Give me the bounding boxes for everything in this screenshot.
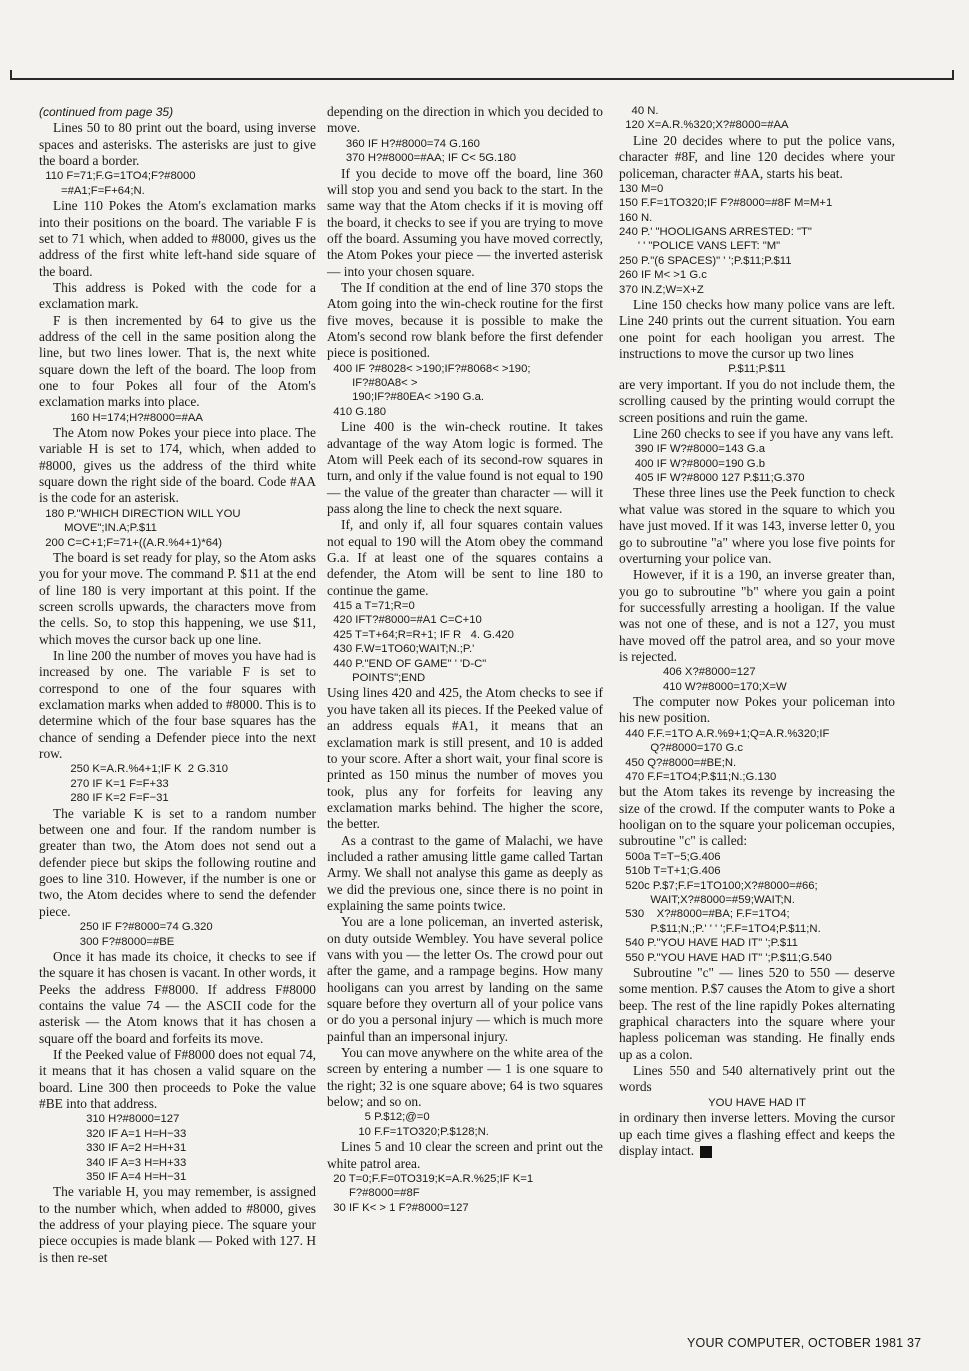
paragraph: If the Peeked value of F#8000 does not equal 74, it means that it has chosen a valid square on the board. Line 300 then proceeds to Poke the value #BE into that address. xyxy=(39,1046,316,1111)
code-block: 500a T=T−5;G.406 510b T=T+1;G.406 520c P.$7;F.F=1TO100;X?#8000=#66; WAIT;X?#8000=#59;WAIT;N. 530 X?#8000=#BA; F.F=1TO4; P.$11;N.;P.' ' ' ';F.F=1TO4;P.$11;N. 540 P."YOU HAVE HAD IT" ';P.$11 550 P."YOU HAVE HAD IT" ';P.$11;G.540 xyxy=(625,850,832,964)
code-block: 40 N. 120 X=A.R.%320;X?#8000=#AA xyxy=(625,105,789,132)
code-block: P.$11;P.$11 xyxy=(728,363,786,376)
paragraph: Once it has made its choice, it checks to see if the square it has chosen is vacant. In other words, it Peeks the address F#8000. If address F#8000 contains the value 74 — the ASCII code for the asterisk — the Atom knows that it has chosen a square off the board and forfeits its move. xyxy=(39,948,316,1046)
paragraph: The variable K is set to a random number between one and four. If the random number is greater than two, the Atom does not send out a defender piece but skips the following routine and goes to line 310. However, if the number is one or two, the Atom decides where to send the defender piece. xyxy=(39,805,316,919)
paragraph: Lines 50 to 80 print out the board, using inverse spaces and asterisks. The asterisks are just to give the board a border. xyxy=(39,120,316,169)
code-block: 310 H?#8000=127 320 IF A=1 H=H−33 330 IF A=2 H=H+31 340 IF A=3 H=H+33 350 IF A=4 H=H−31 xyxy=(86,1113,187,1183)
paragraph: Using lines 420 and 425, the Atom checks to see if you have taken all its pieces. If the Peeked value of an address equals #A1, it means that an exclamation mark is still present, and 10 is added to your score. After a short wait, your final score is printed as 150 minus the number of moves you took, plus any for forfeits for leaving any exclamation marks behind. The higher the score, the better. xyxy=(327,685,603,832)
code-block: 440 F.F.=1TO A.R.%9+1;Q=A.R.%320;IF Q?#8000=170 G.c 450 Q?#8000=#BE;N. 470 F.F=1TO4;P.$11;N.;G.130 xyxy=(625,727,830,783)
code-block: 360 IF H?#8000=74 G.160 370 H?#8000=#AA; IF C< 5G.180 xyxy=(345,137,517,165)
paragraph: This address is Poked with the code for a exclamation mark. xyxy=(39,279,316,312)
page-footer: YOUR COMPUTER, OCTOBER 1981 37 xyxy=(687,1336,922,1350)
paragraph: As a contrast to the game of Malachi, we have included a rather amusing little game called Tartan Army. We shall not analyse this game as deeply as we did the previous one, since there is no point in explaining the same points twice. xyxy=(327,832,603,913)
code-block: 390 IF W?#8000=143 G.a 400 IF W?#8000=190 G.b 405 IF W?#8000 127 P.$11;G.370 xyxy=(634,443,805,485)
paragraph: Line 20 decides where to put the police vans, character #8F, and line 120 decides where your policeman, character #AA, starts his beat. xyxy=(619,132,895,181)
paragraph: You can move anywhere on the white area of the screen by entering a number — 1 is one square to the right; 32 is one square above; 64 is two squares below; and so on. xyxy=(327,1045,603,1110)
paragraph: The computer now Pokes your policeman into his new position. xyxy=(619,694,895,726)
code-block: 160 H=174;H?#8000=#AA xyxy=(39,411,203,424)
paragraph: However, if it is a 190, an inverse greater than, you go to subroutine "b" where you gain a point for successfully arresting a hooligan. If the value was not one of these, and is not a 127, you must have moved off the patrol area, and so your move is rejected. xyxy=(619,567,895,664)
continued-note: (continued from page 35) xyxy=(39,105,174,119)
paragraph: Line 110 Pokes the Atom's exclamation marks into their positions on the board. The variable F is set to 71 which, when added to #8000, gives us the address of the first white left-hand side square of the board. xyxy=(39,198,316,279)
paragraph: Subroutine "c" — lines 520 to 550 — deserve some mention. P.$7 causes the Atom to give a short beep. The rest of the line rapidly Pokes alternating graphical characters into the square where your hapless policeman was standing. He finally ends up as a colon. xyxy=(619,965,895,1062)
column-3 xyxy=(619,104,895,1159)
paragraph-final xyxy=(619,1110,895,1159)
paragraph: The Atom now Pokes your piece into place. The variable H is set to 174, which, when added to #8000, gives us the address of the third white square down the right side of the board. Code #AA is the code for an asterisk. xyxy=(39,425,316,506)
paragraph: Line 400 is the win-check routine. It takes advantage of the way Atom logic is formed. The Atom will Peek each of its second-row squares in turn, and only if the value found is not equal to 190 — the value of the greater than character — will it pass along the line to check the next square. xyxy=(327,419,603,516)
paragraph: are very important. If you do not include them, the scrolling caused by the printing would corrupt the screen positions and ruin the game. xyxy=(619,376,895,425)
top-rule-right-tick xyxy=(952,70,954,80)
paragraph: depending on the direction in which you decided to move. xyxy=(327,104,603,136)
code-block: 400 IF ?#8028< >190;IF?#8068< >190; IF?#80A8< > 190;IF?#80EA< >190 G.a. 410 G.180 xyxy=(333,362,531,418)
paragraph: The If condition at the end of line 370 stops the Atom going into the win-check routine for the first five moves, because it is possible to make the Atom's second row blank before the first defender piece is positioned. xyxy=(327,279,603,361)
paragraph: The variable H, you may remember, is assigned to the number which, when added to #8000, gives the address of your playing piece. The square your piece occupies is made blank — Poked with 127. H is then re-set xyxy=(39,1184,316,1265)
top-rule xyxy=(10,78,954,80)
paragraph: If you decide to move off the board, line 360 will stop you and send you back to the start. In the same way that the Atom checks if it is moving off the board, it checks to see if you are trying to move off the board. Assuming you have moved correctly, the Atom Pokes your piece — the inverted asterisk — into your chosen square. xyxy=(327,165,603,279)
paragraph: Line 260 checks to see if you have any vans left. xyxy=(633,425,894,441)
column-1 xyxy=(39,104,316,1266)
code-block: 20 T=0;F.F=0TO319;K=A.R.%25;IF K=1 F?#8000=#8F 30 IF K< > 1 F?#8000=127 xyxy=(333,1172,534,1214)
code-block: 5 P.$12;@=0 10 F.F=1TO320;P.$128;N. xyxy=(358,1111,489,1138)
code-block: 180 P."WHICH DIRECTION WILL YOU MOVE";IN.A;P.$11 200 C=C+1;F=71+((A.R.%4+1)*64) xyxy=(45,507,241,549)
paragraph: F is then incremented by 64 to give us the address of the cell in the same position along the line, but two lines lower. That is, the next white square down the left of the board. The loop from one to four Pokes all four of the Atom's exclamation marks into place. xyxy=(39,312,316,410)
code-block: 406 X?#8000=127 410 W?#8000=170;X=W xyxy=(662,666,787,693)
paragraph: Lines 550 and 540 alternatively print out the words xyxy=(619,1063,895,1095)
code-block: 250 K=A.R.%4+1;IF K 2 G.310 270 IF K=1 F=F+33 280 IF K=2 F=F−31 xyxy=(70,763,229,805)
paragraph: Lines 5 and 10 clear the screen and print out the white patrol area. xyxy=(327,1139,603,1171)
paragraph: but the Atom takes its revenge by increasing the size of the crowd. If the computer wants to Poke a hooligan on to the square your policeman occupies, subroutine "c" is called: xyxy=(619,784,895,849)
paragraph: In line 200 the number of moves you have had is increased by one. The variable F is set to correspond to one of the four squares with exclamation marks when added to #8000. This is to determine which of the four base squares has the chance of sending a Defender piece into the next row. xyxy=(39,648,316,762)
paragraph: The board is set ready for play, so the Atom asks you for your move. The command P. $11 at the end of line 180 is very important at this point. If the screen scrolls upwards, the characters move from the cells. So, to stop this happening, we use $11, which moves the cursor back up one line. xyxy=(39,550,316,647)
paragraph: If, and only if, all four squares contain values not equal to 190 will the Atom obey the command G.a. If at least one of the squares contains a defender, the Atom will be sent to line 180 to continue the game. xyxy=(327,517,603,598)
paragraph-final-text: in ordinary then inverse letters. Moving the cursor up each time gives a flashing effect and keeps the display intact. xyxy=(619,1110,895,1158)
paragraph: You are a lone policeman, an inverted asterisk, on duty outside Wembley. You have several police vans with you — the letter Os. The crowd pour out after the game, and a rampage begins. How many hooligans can you arrest by landing on the same square before they overturn all of your police vans or do you a personal injury — which is much more painful than an impersonal injury. xyxy=(327,914,603,1044)
end-mark-icon xyxy=(700,1146,712,1158)
paragraph: Line 150 checks how many police vans are left. Line 240 prints out the current situation. You earn one point for each hooligan you arrest. The instructions to move the cursor up two lines xyxy=(619,297,895,362)
paragraph: These three lines use the Peek function to check what value was stored in the square to which you have just moved. If it was 143, inverse letter 0, you go to subroutine "a" where you lose five points for overturning your police van. xyxy=(619,485,895,566)
column-2 xyxy=(327,104,603,1215)
code-block: 110 F=71;F.G=1TO4;F?#8000 =#A1;F=F+64;N. xyxy=(45,170,196,197)
code-block: 130 M=0 150 F.F=1TO320;IF F?#8000=#8F M=M+1 160 N. 240 P.' "HOOLIGANS ARRESTED: "T" ' ' "POLICE VANS LEFT: "M" 250 P."(6 SPACES)" ' ';P.$11;P.$11 260 IF M< >1 G.c 370 IN.Z;W=X+Z xyxy=(619,182,833,296)
code-block: YOU HAVE HAD IT xyxy=(708,1096,806,1109)
code-block: 250 IF F?#8000=74 G.320 300 F?#8000=#BE xyxy=(79,921,213,948)
code-block: 415 a T=71;R=0 420 IFT?#8000=#A1 C=C+10 425 T=T+64;R=R+1; IF R 4. G.420 430 F.W=1TO60;WAIT;N.;P.' 440 P."END OF GAME" ' 'D-C" POINTS";END xyxy=(333,600,514,685)
